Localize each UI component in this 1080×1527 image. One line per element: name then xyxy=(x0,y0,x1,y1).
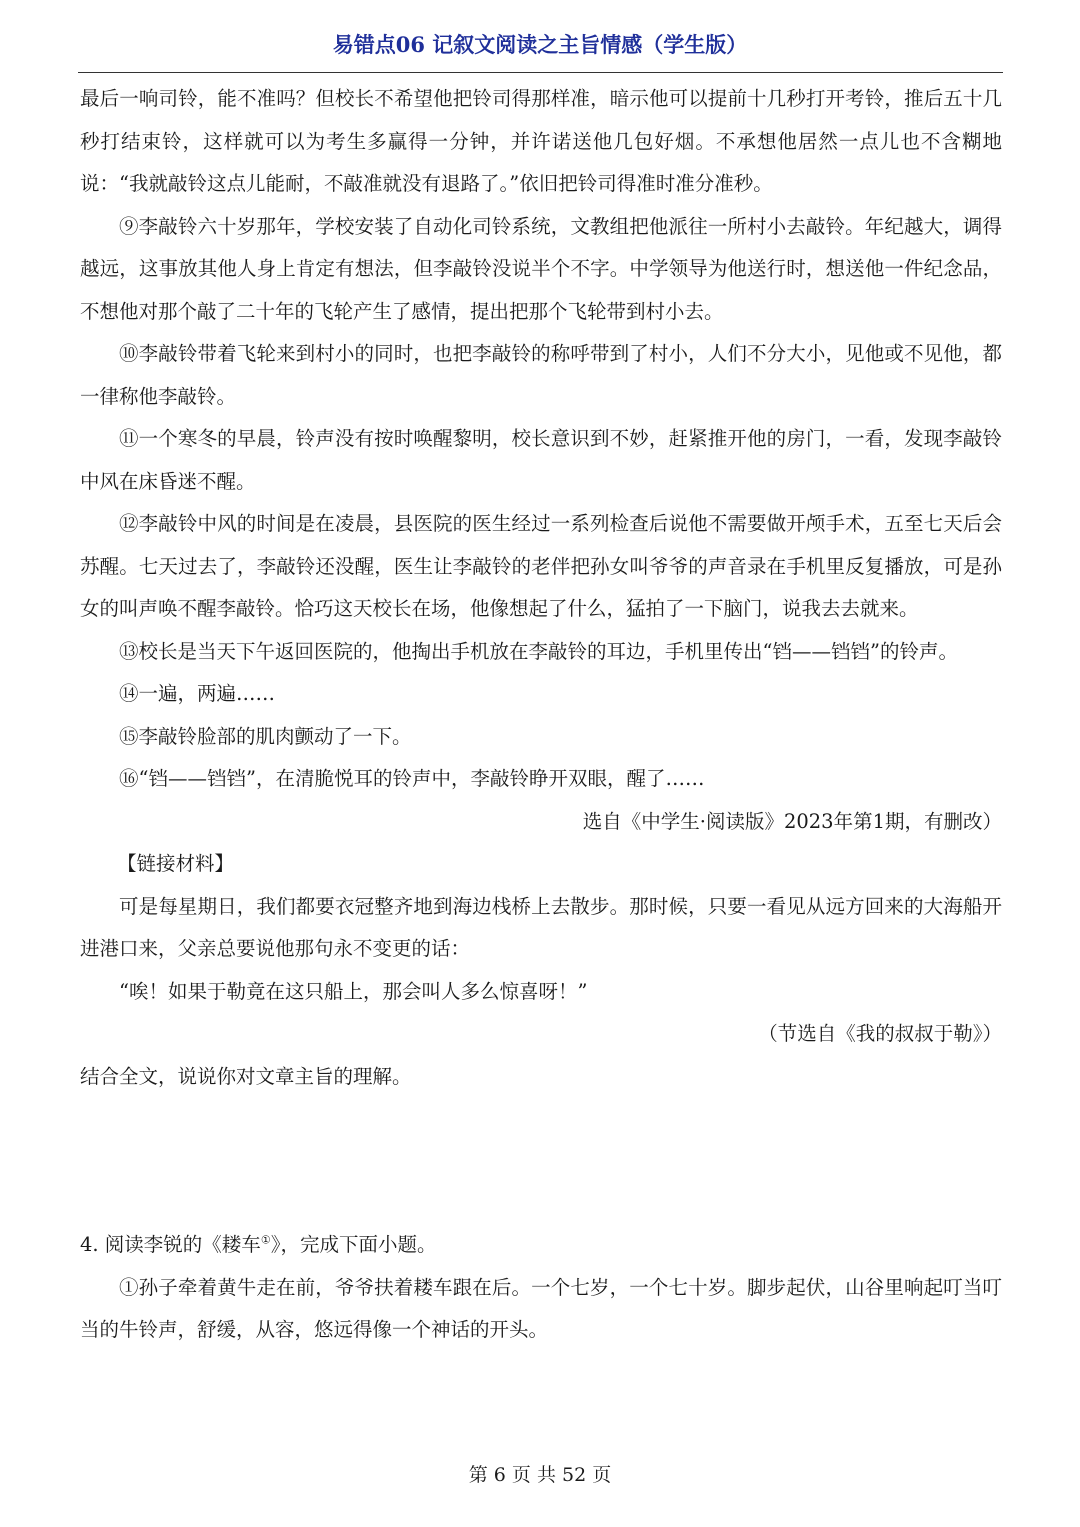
question-4-intro-before: 4. 阅读李锐的《耧车 xyxy=(80,1233,261,1256)
footnote-marker: ① xyxy=(260,1233,271,1247)
story-paragraph-12: ⑫李敲铃中风的时间是在凌晨，县医院的医生经过一系列检查后说他不需要做开颅手术，五至七天后会苏醒。七天过去了，李敲铃还没醒，医生让李敲铃的老伴把孙女叫爷爷的声音录在手机里反复播放，可是孙女的叫声唤不醒李敲铃。恰巧这天校长在场，他像想起了什么，猛拍了一下脑门，说我去去就来。 xyxy=(80,512,1002,620)
link-material-quote: “唉！如果于勒竟在这只船上，那会叫人多么惊喜呀！” xyxy=(119,979,588,1003)
story-paragraph-15: ⑮李敲铃脸部的肌肉颤动了一下。 xyxy=(119,724,412,748)
question-4-paragraph-1: ①孙子牵着黄牛走在前，爷爷扶着耧车跟在后。一个七岁，一个七十岁。脚步起伏，山谷里响起叮当叮当的牛铃声，舒缓，从容，悠远得像一个神话的开头。 xyxy=(80,1275,1002,1341)
story-paragraph-10: ⑩李敲铃带着飞轮来到村小的同时，也把李敲铃的称呼带到了村小，人们不分大小，见他或不见他，都一律称他李敲铃。 xyxy=(80,342,1002,408)
story-paragraph-13: ⑬校长是当天下午返回医院的，他掏出手机放在李敲铃的耳边，手机里传出“铛——铛铛”的铃声。 xyxy=(119,639,958,663)
answer-space xyxy=(80,1098,1002,1224)
page-footer: 第 6 页 共 52 页 xyxy=(468,1464,612,1486)
question-prompt: 结合全文，说说你对文章主旨的理解。 xyxy=(80,1064,412,1088)
story-paragraph-14: ⑭一遍，两遍…… xyxy=(119,682,276,705)
question-4-intro-after: 》，完成下面小题。 xyxy=(270,1233,437,1256)
header-divider xyxy=(78,72,1003,73)
story-paragraph-16: ⑯“铛——铛铛”，在清脆悦耳的铃声中，李敲铃睁开双眼，醒了…… xyxy=(119,767,705,790)
question-4-intro xyxy=(80,1224,1002,1267)
story-paragraph-9: ⑨李敲铃六十岁那年，学校安装了自动化司铃系统，文教组把他派往一所村小去敲铃。年纪越大，调得越远，这事放其他人身上肯定有想法，但李敲铃没说半个不字。中学领导为他送行时，想送他一件纪念品，不想他对那个敲了二十年的飞轮产生了感情，提出把那个飞轮带到村小去。 xyxy=(80,214,1002,323)
link-material-heading: 【链接材料】 xyxy=(117,852,235,875)
story-source-note: 选自《中学生·阅读版》2023年第1期，有删改） xyxy=(582,809,1002,833)
page-header-title: 易错点06 记叙文阅读之主旨情感（学生版） xyxy=(332,32,748,57)
story-paragraph-11: ⑪一个寒冬的早晨，铃声没有按时唤醒黎明，校长意识到不妙，赶紧推开他的房门，一看，发现李敲铃中风在床昏迷不醒。 xyxy=(80,427,1002,493)
link-material-source: （节选自《我的叔叔于勒》） xyxy=(758,1022,1002,1045)
link-material-paragraph: 可是每星期日，我们都要衣冠整齐地到海边栈桥上去散步。那时候，只要一看见从远方回来的大海船开进港口来，父亲总要说他那句永不变更的话： xyxy=(80,894,1002,960)
story-paragraph-8-cont: 最后一响司铃，能不准吗？但校长不希望他把铃司得那样准，暗示他可以提前十几秒打开考铃，推后五十几秒打结束铃，这样就可以为考生多赢得一分钟，并许诺送他几包好烟。不承想他居然一点儿也不含糊地说：“我就敲铃这点儿能耐，不敲准就没有退路了。”依旧把铃司得准时准分准秒。 xyxy=(80,87,1002,195)
document-body xyxy=(80,78,1002,1352)
